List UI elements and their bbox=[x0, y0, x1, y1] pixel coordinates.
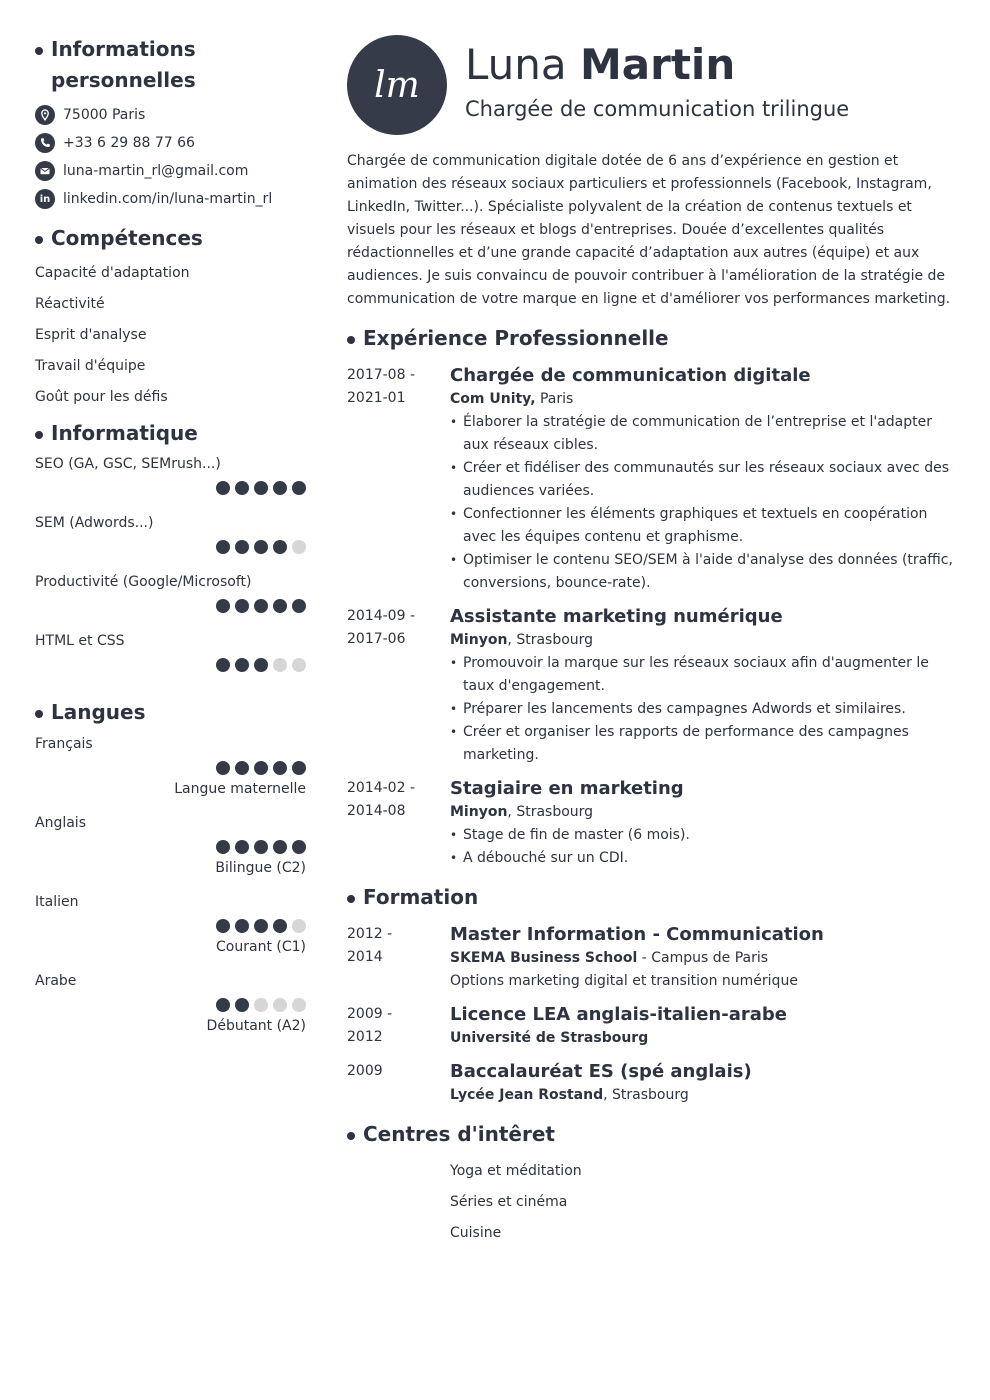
rating-dot-filled bbox=[273, 761, 287, 775]
entry-date bbox=[347, 777, 450, 870]
language-label: Arabe bbox=[35, 973, 77, 989]
rating-dot-filled bbox=[254, 599, 268, 613]
rating-dot-empty bbox=[292, 998, 306, 1012]
computing-label: Productivité (Google/Microsoft) bbox=[35, 574, 252, 590]
education-entry bbox=[347, 1060, 957, 1107]
education-list bbox=[347, 923, 957, 1107]
section-bullet-icon bbox=[347, 1132, 355, 1140]
language-label: Anglais bbox=[35, 815, 86, 831]
rating-dot-empty bbox=[292, 540, 306, 554]
experience-list bbox=[347, 364, 957, 870]
section-title-computing bbox=[35, 418, 306, 449]
contact-linkedin[interactable] bbox=[35, 185, 306, 213]
rating-dot-filled bbox=[216, 998, 230, 1012]
entry-org-name: Com Unity, bbox=[450, 391, 536, 407]
computing-item bbox=[35, 455, 306, 514]
rating-dot-filled bbox=[254, 481, 268, 495]
entry-date-start: 2009 - bbox=[347, 1006, 393, 1022]
computing-item bbox=[35, 514, 306, 573]
contact-email[interactable] bbox=[35, 157, 306, 185]
entry-place: Paris bbox=[535, 391, 574, 407]
section-title-interests bbox=[347, 1119, 957, 1150]
entry-date bbox=[347, 605, 450, 767]
entry-date-end: 2012 bbox=[347, 1029, 383, 1045]
contact-phone-text: +33 6 29 88 77 66 bbox=[63, 135, 195, 151]
rating-dot-filled bbox=[235, 599, 249, 613]
rating-dot-filled bbox=[273, 481, 287, 495]
rating-dot-filled bbox=[235, 481, 249, 495]
rating-dot-filled bbox=[235, 761, 249, 775]
rating-dot-filled bbox=[254, 658, 268, 672]
rating-dot-filled bbox=[216, 919, 230, 933]
rating-dot-empty bbox=[292, 658, 306, 672]
rating-dot-filled bbox=[254, 919, 268, 933]
bullet-item: • A débouché sur un CDI. bbox=[450, 847, 957, 870]
skills-title: Compétences bbox=[51, 226, 203, 250]
language-label: Italien bbox=[35, 894, 79, 910]
entry-bullets bbox=[450, 652, 957, 767]
interest-item: Yoga et méditation bbox=[450, 1163, 582, 1179]
contact-phone bbox=[35, 129, 306, 157]
rating-dot-filled bbox=[254, 761, 268, 775]
contact-location bbox=[35, 101, 306, 129]
rating-dot-filled bbox=[292, 761, 306, 775]
entry-date-start: 2014-02 - bbox=[347, 780, 415, 796]
rating-dots bbox=[35, 998, 306, 1012]
section-bullet-icon bbox=[35, 431, 43, 439]
rating-dot-filled bbox=[292, 599, 306, 613]
entry-title: Baccalauréat ES (spé anglais) bbox=[450, 1061, 752, 1082]
section-title-personal bbox=[35, 34, 306, 96]
bullet-item: • Préparer les lancements des campagnes Adwords et similaires. bbox=[450, 698, 957, 721]
rating-dots bbox=[35, 481, 306, 495]
entry-body bbox=[450, 923, 957, 993]
rating-dot-filled bbox=[273, 919, 287, 933]
entry-bullets bbox=[450, 411, 957, 595]
entry-date-end: 2021-01 bbox=[347, 390, 406, 406]
rating-dot-filled bbox=[216, 599, 230, 613]
rating-dot-empty bbox=[254, 998, 268, 1012]
rating-dot-filled bbox=[273, 540, 287, 554]
avatar-initials: lm bbox=[374, 64, 420, 106]
entry-org bbox=[450, 629, 957, 652]
entry-bullets bbox=[450, 824, 957, 870]
entry-date bbox=[347, 1003, 450, 1050]
rating-dot-filled bbox=[254, 540, 268, 554]
rating-dot-filled bbox=[235, 919, 249, 933]
contact-location-text: 75000 Paris bbox=[63, 107, 146, 123]
rating-dot-filled bbox=[292, 840, 306, 854]
entry-org bbox=[450, 388, 957, 411]
interests-title: Centres d'intêret bbox=[363, 1122, 555, 1146]
main-column bbox=[347, 34, 957, 1249]
contact-list bbox=[35, 101, 306, 213]
entry-body bbox=[450, 364, 957, 595]
computing-label: SEO (GA, GSC, SEMrush...) bbox=[35, 456, 221, 472]
language-item bbox=[35, 972, 306, 1051]
entry-org bbox=[450, 947, 957, 970]
profile-header bbox=[347, 34, 957, 147]
bullet-item: • Stage de fin de master (6 mois). bbox=[450, 824, 957, 847]
person-name bbox=[465, 38, 735, 92]
bullet-item: • Confectionner les éléments graphiques et textuels en coopération avec les équipes contenu et graphisme. bbox=[450, 503, 957, 549]
education-title: Formation bbox=[363, 885, 479, 909]
language-item bbox=[35, 814, 306, 893]
experience-entry bbox=[347, 364, 957, 595]
skill-item: Travail d'équipe bbox=[35, 358, 146, 374]
entry-place: , Strasbourg bbox=[603, 1087, 689, 1103]
entry-body bbox=[450, 1060, 957, 1107]
first-name: Luna bbox=[465, 40, 567, 89]
language-item bbox=[35, 735, 306, 814]
contact-email-text[interactable]: luna-martin_rl@gmail.com bbox=[63, 163, 249, 179]
entry-org-name: Lycée Jean Rostand bbox=[450, 1087, 604, 1103]
entry-org bbox=[450, 1084, 957, 1107]
entry-date bbox=[347, 364, 450, 595]
interest-item: Cuisine bbox=[450, 1225, 502, 1241]
rating-dot-empty bbox=[292, 919, 306, 933]
entry-date bbox=[347, 1060, 450, 1107]
rating-dot-filled bbox=[273, 840, 287, 854]
language-label: Français bbox=[35, 736, 93, 752]
entry-date-end: 2014-08 bbox=[347, 803, 406, 819]
experience-entry bbox=[347, 777, 957, 870]
rating-dot-filled bbox=[216, 540, 230, 554]
summary: Chargée de communication digitale dotée de 6 ans d’expérience en gestion et animation des réseaux sociaux particuliers et professionnels (Facebook, Instagram, LinkedIn, Twitter...). Spécialiste polyvalent de la création de contenus textuels et visuels pour les réseaux et blogs d'entreprises. Douée d’excellentes qualités rédactionnelles et d’une grande capacité d’adaptation aux autres (équipe) et aux audiences. Je suis convaincu de pouvoir contribuer à l'amélioration de la stratégie de communication de votre marque en ligne et d'améliorer vos performances marketing. bbox=[347, 153, 951, 307]
entry-org-name: Minyon bbox=[450, 804, 508, 820]
rating-dot-filled bbox=[216, 840, 230, 854]
rating-dot-filled bbox=[216, 481, 230, 495]
computing-item bbox=[35, 573, 306, 632]
rating-dot-filled bbox=[235, 998, 249, 1012]
entry-org bbox=[450, 801, 957, 824]
entry-org-name: Université de Strasbourg bbox=[450, 1030, 649, 1046]
rating-dot-filled bbox=[216, 658, 230, 672]
location-icon bbox=[35, 105, 55, 125]
section-title-education bbox=[347, 882, 957, 913]
contact-linkedin-text[interactable]: linkedin.com/in/luna-martin_rl bbox=[63, 191, 273, 207]
linkedin-icon: in bbox=[35, 189, 55, 209]
sidebar bbox=[35, 34, 306, 1051]
entry-date-end: 2017-06 bbox=[347, 631, 406, 647]
bullet-item: • Élaborer la stratégie de communication de l’entreprise et l'adapter aux réseaux cibles. bbox=[450, 411, 957, 457]
bullet-item: • Créer et fidéliser des communautés sur les réseaux sociaux avec des audiences variées. bbox=[450, 457, 957, 503]
computing-item bbox=[35, 632, 306, 691]
entry-body bbox=[450, 605, 957, 767]
entry-date bbox=[347, 923, 450, 993]
last-name: Martin bbox=[580, 40, 736, 89]
entry-date-start: 2014-09 - bbox=[347, 608, 415, 624]
entry-title: Licence LEA anglais-italien-arabe bbox=[450, 1004, 787, 1025]
entry-body bbox=[450, 777, 957, 870]
section-title-languages bbox=[35, 697, 306, 728]
computing-list bbox=[35, 455, 306, 691]
avatar bbox=[347, 35, 447, 135]
personal-title: Informations personnelles bbox=[51, 37, 196, 92]
section-title-experience bbox=[347, 323, 957, 354]
entry-date-start: 2009 bbox=[347, 1063, 383, 1079]
entry-title: Chargée de communication digitale bbox=[450, 365, 811, 386]
skill-item: Goût pour les défis bbox=[35, 389, 168, 405]
phone-icon bbox=[35, 133, 55, 153]
interest-item: Séries et cinéma bbox=[450, 1194, 568, 1210]
entry-date-start: 2012 - bbox=[347, 926, 393, 942]
entry-title: Assistante marketing numérique bbox=[450, 606, 783, 627]
rating-dots bbox=[35, 761, 306, 775]
rating-dot-filled bbox=[216, 761, 230, 775]
headline: Chargée de communication trilingue bbox=[465, 97, 850, 121]
rating-dot-filled bbox=[235, 658, 249, 672]
rating-dots bbox=[35, 599, 306, 613]
entry-date-start: 2017-08 - bbox=[347, 367, 415, 383]
section-bullet-icon bbox=[35, 710, 43, 718]
rating-dot-filled bbox=[273, 599, 287, 613]
education-entry bbox=[347, 923, 957, 993]
bullet-item: • Optimiser le contenu SEO/SEM à l'aide d'analyse des données (traffic, conversions, bounce-rate). bbox=[450, 549, 957, 595]
interests-list bbox=[347, 1156, 957, 1249]
entry-org-name: Minyon bbox=[450, 632, 508, 648]
computing-title: Informatique bbox=[51, 421, 198, 445]
rating-dot-filled bbox=[292, 481, 306, 495]
entry-place: , Strasbourg bbox=[507, 632, 594, 648]
language-level: Courant (C1) bbox=[216, 939, 306, 955]
skills-list bbox=[35, 260, 306, 415]
skill-item: Capacité d'adaptation bbox=[35, 265, 190, 281]
experience-entry bbox=[347, 605, 957, 767]
section-bullet-icon bbox=[347, 895, 355, 903]
rating-dot-filled bbox=[235, 540, 249, 554]
rating-dots bbox=[35, 540, 306, 554]
language-item bbox=[35, 893, 306, 972]
language-level: Débutant (A2) bbox=[206, 1018, 306, 1034]
section-title-skills bbox=[35, 223, 306, 254]
section-bullet-icon bbox=[347, 336, 355, 344]
language-level: Bilingue (C2) bbox=[215, 860, 306, 876]
bullet-item: • Créer et organiser les rapports de performance des campagnes marketing. bbox=[450, 721, 957, 767]
entry-org bbox=[450, 1027, 957, 1050]
entry-note: Options marketing digital et transition numérique bbox=[450, 973, 798, 989]
entry-org-name: SKEMA Business School bbox=[450, 950, 638, 966]
section-bullet-icon bbox=[35, 47, 43, 55]
language-level: Langue maternelle bbox=[174, 781, 306, 797]
computing-label: HTML et CSS bbox=[35, 633, 125, 649]
experience-title: Expérience Professionnelle bbox=[363, 326, 669, 350]
entry-place: - Campus de Paris bbox=[637, 950, 769, 966]
languages-list bbox=[35, 735, 306, 1051]
entry-place: , Strasbourg bbox=[507, 804, 594, 820]
rating-dots bbox=[35, 658, 306, 672]
entry-title: Stagiaire en marketing bbox=[450, 778, 684, 799]
entry-title: Master Information - Communication bbox=[450, 924, 824, 945]
rating-dots bbox=[35, 919, 306, 933]
entry-date-end: 2014 bbox=[347, 949, 383, 965]
bullet-item: • Promouvoir la marque sur les réseaux sociaux afin d'augmenter le taux d'engagement. bbox=[450, 652, 957, 698]
rating-dot-filled bbox=[235, 840, 249, 854]
rating-dot-empty bbox=[273, 998, 287, 1012]
skill-item: Esprit d'analyse bbox=[35, 327, 147, 343]
rating-dot-empty bbox=[273, 658, 287, 672]
languages-title: Langues bbox=[51, 700, 146, 724]
entry-body bbox=[450, 1003, 957, 1050]
skill-item: Réactivité bbox=[35, 296, 105, 312]
rating-dots bbox=[35, 840, 306, 854]
education-entry bbox=[347, 1003, 957, 1050]
section-bullet-icon bbox=[35, 236, 43, 244]
computing-label: SEM (Adwords...) bbox=[35, 515, 154, 531]
email-icon bbox=[35, 161, 55, 181]
rating-dot-filled bbox=[254, 840, 268, 854]
